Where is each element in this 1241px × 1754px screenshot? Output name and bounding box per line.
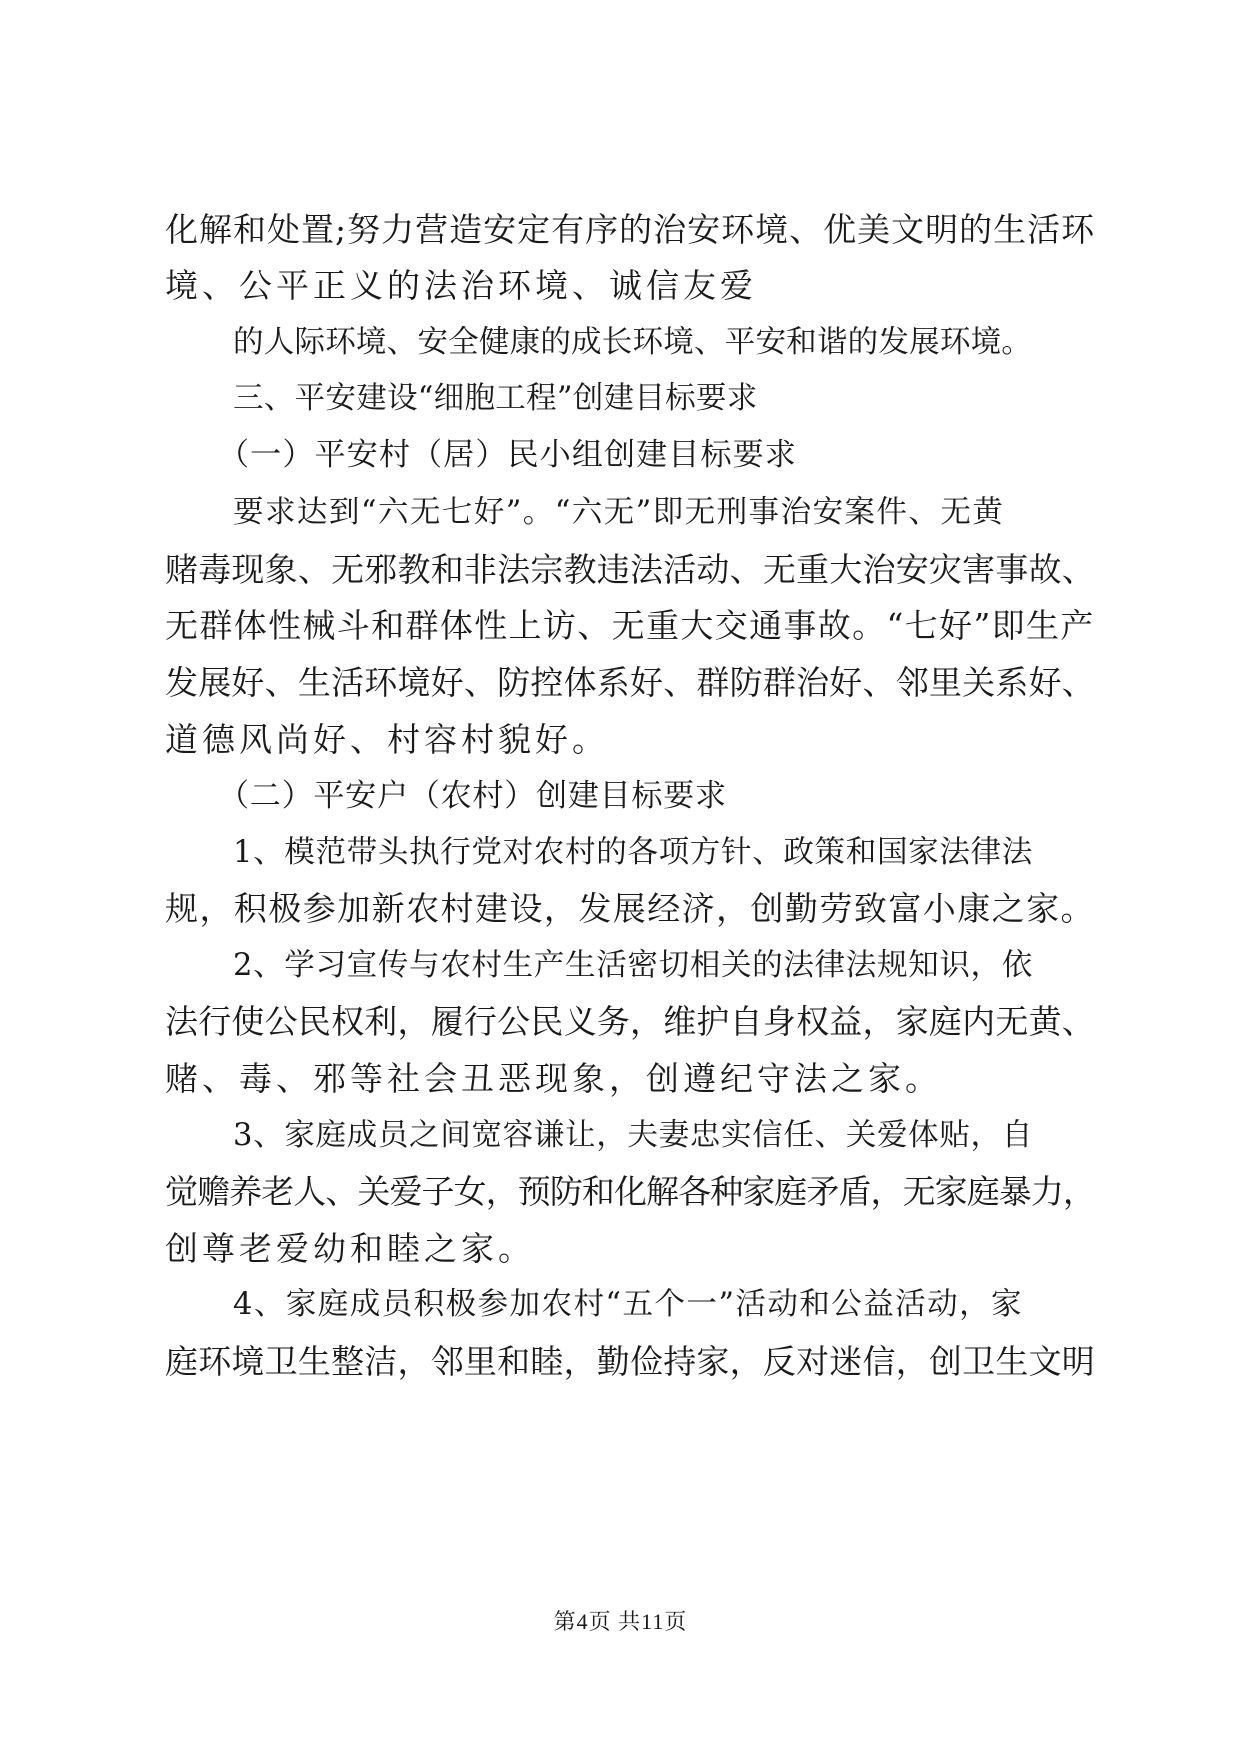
section-heading-3: 三、平安建设“细胞工程”创建目标要求 (233, 381, 758, 416)
list-item-4-line-2: 庭环境卫生整洁，邻里和睦，勤俭持家，反对迷信，创卫生文明 (165, 1342, 1095, 1381)
subsection-heading-1: （一）平安村（居）民小组创建目标要求 (218, 437, 797, 473)
body-line-3: 的人际环境、安全健康的成长环境、平安和谐的发展环境。 (233, 325, 1033, 360)
list-item-3-line-2: 觉赡养老人、关爱子女，预防和化解各种家庭矛盾，无家庭暴力， (165, 1172, 1096, 1211)
body-line-2: 境、公平正义的法治环境、诚信友爱 (165, 266, 757, 305)
list-item-1-line-1: 1、模范带头执行党对农村的各项方针、政策和国家法律法 (233, 835, 1033, 870)
list-item-2-line-1: 2、学习宣传与农村生产生活密切相关的法律法规知识，依 (233, 948, 1033, 983)
body-line-1: 化解和处置;努力营造安定有序的治安环境、优美文明的生活环 (165, 210, 1096, 249)
list-item-4-line-1: 4、家庭成员积极参加农村“五个一”活动和公益活动，家 (233, 1287, 1024, 1322)
body-line-7: 赌毒现象、无邪教和非法宗教违法活动、无重大治安灾害事故、 (165, 550, 1095, 589)
list-item-2-line-3: 赌、毒、邪等社会丑恶现象，创遵纪守法之家。 (165, 1059, 942, 1098)
list-item-1-line-2: 规，积极参加新农村建设，发展经济，创勤劳致富小康之家。 (165, 889, 1095, 928)
subsection-heading-2: （二）平安户（农村）创建目标要求 (218, 778, 727, 814)
body-line-10: 道德风尚好、村容村貌好。 (165, 720, 609, 759)
page-number-footer: 第4页 共11页 (553, 1609, 688, 1634)
body-line-6: 要求达到“六无七好”。“六无”即无刑事治安案件、无黄 (233, 495, 1005, 530)
body-line-8: 无群体性械斗和群体性上访、无重大交通事故。“七好”即生产 (165, 606, 1095, 645)
list-item-2-line-2: 法行使公民权利，履行公民义务，维护自身权益，家庭内无黄、 (165, 1002, 1095, 1041)
list-item-3-line-1: 3、家庭成员之间宽容谦让，夫妻忠实信任、关爱体贴，自 (233, 1118, 1033, 1153)
body-line-9: 发展好、生活环境好、防控体系好、群防群治好、邻里关系好、 (165, 663, 1095, 702)
list-item-3-line-3: 创尊老爱幼和睦之家。 (165, 1229, 535, 1268)
